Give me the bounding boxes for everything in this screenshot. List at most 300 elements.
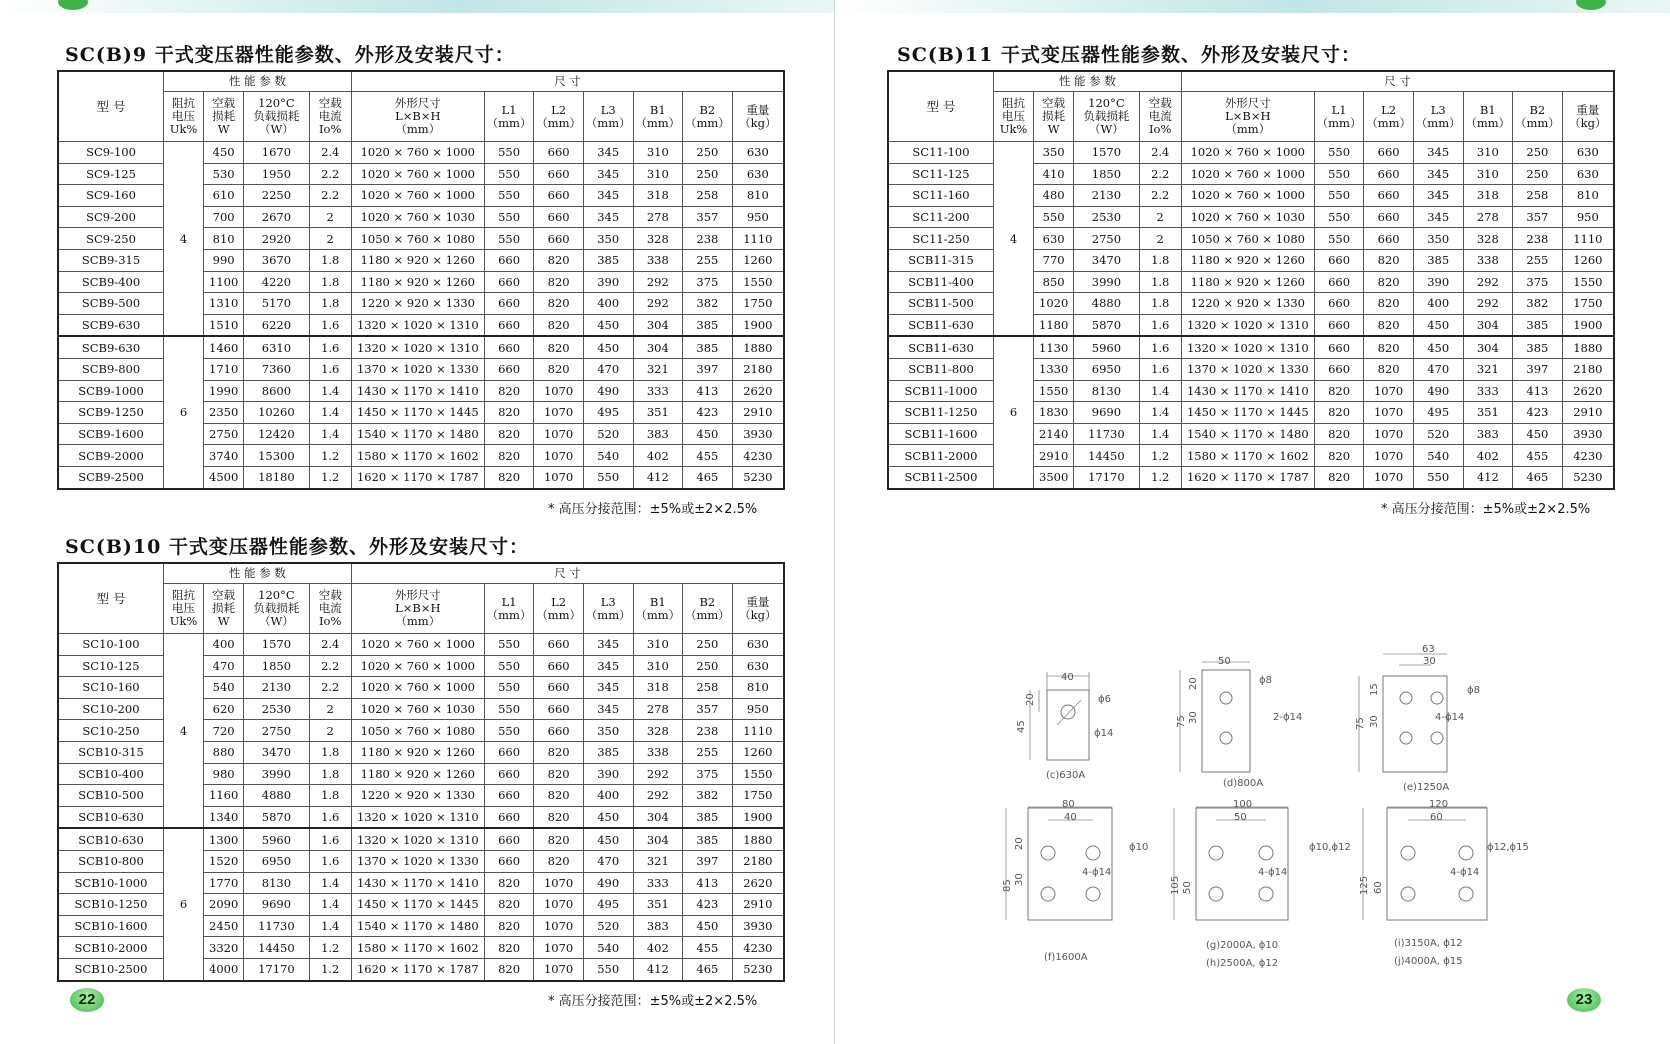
table-cell: 4230 [732, 937, 784, 959]
table-cell: 1.8 [309, 271, 351, 293]
table-cell: 1070 [534, 380, 584, 402]
model-cell: SC11-200 [888, 206, 994, 228]
table-cell: 2620 [732, 380, 784, 402]
table-cell: 550 [484, 634, 534, 656]
header-b1-line: （mm） [635, 115, 681, 130]
caption-j: (j)4000A, ϕ15 [1394, 956, 1463, 967]
table-cell: 351 [633, 402, 683, 424]
table-cell: 630 [1562, 142, 1614, 164]
header-l1-line: （mm） [486, 607, 532, 622]
dim-e-height: 75 [1355, 717, 1366, 730]
model-cell: SCB9-500 [58, 293, 164, 315]
table-cell: 820 [1364, 336, 1414, 358]
table-cell: 1460 [204, 336, 244, 358]
table-cell: 490 [583, 872, 633, 894]
table-cell: 465 [683, 466, 733, 488]
table-cell: 397 [683, 850, 733, 872]
drawing-d [1176, 656, 1302, 789]
table-cell: 345 [1413, 142, 1463, 164]
table-cell: 1850 [1074, 163, 1139, 185]
header-noload-current-line: 电流 [318, 109, 342, 123]
table-cell: 258 [683, 185, 733, 207]
header-b1-line: B1 [1479, 102, 1496, 117]
dim-f-height: 85 [1002, 879, 1013, 892]
table-cell: 1880 [1562, 336, 1614, 358]
table-cell: 720 [204, 720, 244, 742]
header-model: 型 号 [888, 71, 994, 142]
table-cell: 345 [583, 698, 633, 720]
table-cell: 820 [484, 915, 534, 937]
table-cell: 820 [484, 423, 534, 445]
table-cell: 455 [683, 937, 733, 959]
caption-d: (d)800A [1223, 778, 1264, 789]
table-cell: 630 [732, 655, 784, 677]
table-cell: 385 [583, 249, 633, 271]
table-cell: 2 [309, 720, 351, 742]
dim-f-mid: 30 [1014, 873, 1025, 886]
table-cell: 1020 × 760 × 1030 [1181, 206, 1314, 228]
dim-g-width: 100 [1233, 799, 1253, 810]
table-cell: 385 [1513, 336, 1563, 358]
label-c-phi6: ϕ6 [1098, 694, 1111, 705]
header-weight-line: 重量 [746, 102, 770, 117]
model-cell: SCB10-1250 [58, 894, 164, 916]
table-cell: 2750 [1074, 228, 1139, 250]
model-cell: SC10-250 [58, 720, 164, 742]
note-sc9: * 高压分接范围：±5%或±2×2.5% [548, 502, 758, 517]
table-cell: 1070 [1364, 423, 1414, 445]
table-cell: 550 [484, 163, 534, 185]
table-cell: 310 [633, 655, 683, 677]
table-cell: 1300 [204, 828, 244, 850]
table-cell: 3930 [732, 915, 784, 937]
table-cell: 255 [1513, 249, 1563, 271]
header-l3 [583, 92, 633, 142]
table-cell: 990 [204, 249, 244, 271]
table-cell: 310 [633, 142, 683, 164]
header-uk-line: 电压 [172, 109, 196, 123]
header-dimensions [351, 92, 484, 142]
table-cell: 550 [484, 677, 534, 699]
table-cell: 2910 [1562, 402, 1614, 424]
header-l2-line: （mm） [536, 607, 582, 622]
table-cell: 390 [1413, 271, 1463, 293]
table-cell: 2.2 [1139, 163, 1181, 185]
table-cell: 8130 [1074, 380, 1139, 402]
header-noload-current-line: 空载 [1148, 96, 1172, 110]
header-b2-line: （mm） [684, 115, 730, 130]
table-cell: 820 [1314, 423, 1364, 445]
table-cell: 321 [633, 358, 683, 380]
table-cell: 450 [204, 142, 244, 164]
table-cell: 630 [732, 634, 784, 656]
uk-group-cell: 6 [164, 828, 204, 980]
table-cell: 345 [583, 185, 633, 207]
table-cell: 338 [633, 249, 683, 271]
table-cell: 660 [484, 806, 534, 828]
table-cell: 310 [1463, 163, 1513, 185]
uk-group-cell: 4 [994, 142, 1034, 337]
table-cell: 1.2 [309, 958, 351, 980]
table-cell: 520 [583, 915, 633, 937]
table-cell: 1550 [732, 763, 784, 785]
table-cell: 345 [583, 677, 633, 699]
header-uk-line: 阻抗 [172, 588, 196, 602]
table-cell: 660 [484, 271, 534, 293]
table-cell: 385 [683, 336, 733, 358]
table-cell: 5170 [244, 293, 309, 315]
table-cell: 18180 [244, 466, 309, 488]
table-cell: 1320 × 1020 × 1310 [1181, 336, 1314, 358]
table-cell: 660 [484, 828, 534, 850]
note-sc11: * 高压分接范围：±5%或±2×2.5% [1381, 502, 1591, 517]
table-cell: 820 [534, 828, 584, 850]
table-cell: 1520 [204, 850, 244, 872]
table-cell: 2910 [732, 402, 784, 424]
table-cell: 2670 [244, 206, 309, 228]
header-dimensions [351, 584, 484, 634]
dim-g-pitch: 50 [1234, 812, 1247, 823]
table-cell: 495 [583, 402, 633, 424]
table-cell: 1990 [204, 380, 244, 402]
table-cell: 660 [484, 785, 534, 807]
table-cell: 1220 × 920 × 1330 [351, 785, 484, 807]
header-noload-loss [204, 584, 244, 634]
table-cell: 660 [534, 206, 584, 228]
header-noload-loss-line: 空载 [212, 96, 236, 110]
table-cell: 1180 × 920 × 1260 [351, 763, 484, 785]
table-cell: 820 [484, 894, 534, 916]
table-cell: 1.4 [309, 894, 351, 916]
table-cell: 820 [484, 445, 534, 467]
table-cell: 540 [583, 937, 633, 959]
dim-d-height: 75 [1176, 715, 1187, 728]
model-cell: SC11-125 [888, 163, 994, 185]
header-param-group: 性 能 参 数 [164, 71, 352, 92]
table-cell: 455 [1513, 445, 1563, 467]
table-cell: 2350 [204, 402, 244, 424]
header-load-loss-line: 120°C [258, 588, 295, 602]
table-cell: 1880 [732, 828, 784, 850]
table-cell: 820 [534, 785, 584, 807]
table-cell: 412 [1463, 466, 1513, 488]
dim-d-mid: 30 [1188, 711, 1199, 724]
table-cell: 660 [1314, 249, 1364, 271]
table-cell: 470 [204, 655, 244, 677]
model-cell: SC10-100 [58, 634, 164, 656]
table-cell: 850 [1034, 271, 1074, 293]
table-cell: 250 [683, 634, 733, 656]
header-l2-line: （mm） [536, 115, 582, 130]
dim-g-mid: 50 [1182, 881, 1193, 894]
table-cell: 1430 × 1170 × 1410 [351, 872, 484, 894]
header-l3 [583, 584, 633, 634]
table-cell: 402 [633, 445, 683, 467]
table-cell: 1.8 [309, 763, 351, 785]
table-cell: 1070 [534, 915, 584, 937]
table-cell: 1020 × 760 × 1000 [1181, 163, 1314, 185]
table-cell: 660 [484, 741, 534, 763]
table-cell: 1750 [732, 785, 784, 807]
table-cell: 402 [1463, 445, 1513, 467]
table-cell: 1180 × 920 × 1260 [1181, 271, 1314, 293]
model-cell: SCB10-1000 [58, 872, 164, 894]
header-weight [732, 584, 784, 634]
table-cell: 1620 × 1170 × 1787 [351, 958, 484, 980]
table-cell: 1070 [1364, 380, 1414, 402]
table-cell: 5870 [1074, 314, 1139, 336]
table-cell: 1050 × 760 × 1080 [1181, 228, 1314, 250]
table-cell: 1220 × 920 × 1330 [1181, 293, 1314, 315]
table-cell: 17170 [244, 958, 309, 980]
header-dimensions-line: （mm） [1225, 122, 1271, 136]
header-noload-loss [204, 92, 244, 142]
header-uk-line: Uk% [169, 614, 198, 628]
table-cell: 3990 [1074, 271, 1139, 293]
header-l3-line: （mm） [585, 115, 631, 130]
table-cell: 2 [309, 228, 351, 250]
table-cell: 660 [534, 634, 584, 656]
table-cell: 350 [1413, 228, 1463, 250]
table-cell: 11730 [1074, 423, 1139, 445]
table-cell: 8600 [244, 380, 309, 402]
table-cell: 450 [583, 806, 633, 828]
top-band [0, 0, 834, 13]
table-cell: 450 [1513, 423, 1563, 445]
table-cell: 450 [583, 314, 633, 336]
table-cell: 1550 [1562, 271, 1614, 293]
table-cell: 660 [484, 249, 534, 271]
table-cell: 820 [484, 380, 534, 402]
header-noload-loss-line: W [217, 614, 230, 628]
table-cell: 480 [1034, 185, 1074, 207]
table-cell: 4880 [244, 785, 309, 807]
table-cell: 2.4 [309, 142, 351, 164]
model-cell: SCB9-2000 [58, 445, 164, 467]
table-cell: 1830 [1034, 402, 1074, 424]
dim-f-pitch: 40 [1064, 812, 1077, 823]
header-load-loss [244, 584, 309, 634]
table-cell: 413 [1513, 380, 1563, 402]
table-cell: 820 [534, 763, 584, 785]
table-cell: 258 [683, 677, 733, 699]
header-load-loss [244, 92, 309, 142]
table-cell: 357 [683, 206, 733, 228]
model-cell: SCB10-630 [58, 806, 164, 828]
table-cell: 820 [484, 937, 534, 959]
table-cell: 1320 × 1020 × 1310 [351, 336, 484, 358]
table-cell: 304 [633, 314, 683, 336]
table-cell: 1070 [534, 937, 584, 959]
table-cell: 1180 [1034, 314, 1074, 336]
table-cell: 1570 [1074, 142, 1139, 164]
table-cell: 1070 [1364, 402, 1414, 424]
table-cell: 333 [633, 872, 683, 894]
table-row [58, 634, 784, 656]
model-cell: SC9-200 [58, 206, 164, 228]
table-cell: 1070 [534, 445, 584, 467]
model-cell: SCB9-1250 [58, 402, 164, 424]
table-cell: 820 [534, 249, 584, 271]
table-cell: 4220 [244, 271, 309, 293]
uk-group-cell: 4 [164, 142, 204, 337]
table-cell: 1.4 [1139, 380, 1181, 402]
table-cell: 410 [1034, 163, 1074, 185]
dim-i-height: 125 [1359, 875, 1370, 895]
header-uk [164, 584, 204, 634]
spec-table [57, 70, 785, 490]
header-noload-current-line: Io% [1149, 122, 1172, 136]
table-cell: 660 [534, 677, 584, 699]
dim-i-width: 120 [1429, 799, 1449, 810]
header-uk-line: Uk% [999, 122, 1028, 136]
table-cell: 490 [583, 380, 633, 402]
caption-f: (f)1600A [1044, 952, 1088, 963]
header-b2-line: （mm） [684, 607, 730, 622]
table-cell: 292 [633, 293, 683, 315]
table-cell: 1310 [204, 293, 244, 315]
header-load-loss-line: 负载损耗 [1083, 109, 1130, 123]
table-cell: 1.6 [309, 806, 351, 828]
table-cell: 385 [683, 806, 733, 828]
table-cell: 338 [1463, 249, 1513, 271]
model-cell: SC9-160 [58, 185, 164, 207]
table-cell: 1370 × 1020 × 1330 [351, 358, 484, 380]
table-cell: 4500 [204, 466, 244, 488]
model-cell: SCB9-2500 [58, 466, 164, 488]
model-cell: SCB11-1250 [888, 402, 994, 424]
header-param-group: 性 能 参 数 [994, 71, 1182, 92]
header-dimensions-line: L×B×H [1225, 109, 1271, 123]
table-cell: 3930 [732, 423, 784, 445]
table-cell: 292 [633, 271, 683, 293]
table-cell: 1550 [1034, 380, 1074, 402]
table-cell: 2 [309, 698, 351, 720]
model-cell: SCB10-2500 [58, 958, 164, 980]
table-cell: 2.2 [309, 185, 351, 207]
header-noload-loss-line: W [1047, 122, 1060, 136]
label-i-phi: ϕ12,ϕ15 [1487, 842, 1529, 853]
header-l3-line: L3 [1430, 102, 1446, 117]
caption-g: (g)2000A, ϕ10 [1206, 940, 1279, 951]
table-cell: 1070 [534, 958, 584, 980]
header-noload-current-line: 电流 [1148, 109, 1172, 123]
table-cell: 412 [633, 466, 683, 488]
label-c-phi14: ϕ14 [1094, 728, 1114, 739]
table-cell: 550 [484, 185, 534, 207]
table-cell: 383 [633, 423, 683, 445]
header-load-loss-line: （W） [258, 614, 294, 628]
table-cell: 820 [1364, 358, 1414, 380]
table-cell: 3670 [244, 249, 309, 271]
table-cell: 318 [633, 677, 683, 699]
header-uk-line: 电压 [1002, 109, 1026, 123]
table-cell: 400 [1413, 293, 1463, 315]
table-cell: 1020 × 760 × 1000 [1181, 142, 1314, 164]
table-cell: 345 [1413, 206, 1463, 228]
table-cell: 385 [683, 828, 733, 850]
table-cell: 1.2 [309, 466, 351, 488]
table-cell: 351 [1463, 402, 1513, 424]
table-cell: 375 [683, 271, 733, 293]
table-cell: 390 [583, 271, 633, 293]
table-cell: 660 [484, 763, 534, 785]
title-sc9: SC(B)9 干式变压器性能参数、外形及安装尺寸： [65, 44, 515, 66]
model-cell: SCB11-315 [888, 249, 994, 271]
table-cell: 810 [732, 677, 784, 699]
model-cell: SCB10-800 [58, 850, 164, 872]
model-cell: SCB9-630 [58, 314, 164, 336]
table-cell: 630 [1562, 163, 1614, 185]
table-cell: 255 [683, 741, 733, 763]
table-cell: 1900 [732, 806, 784, 828]
table-cell: 278 [1463, 206, 1513, 228]
table-cell: 357 [683, 698, 733, 720]
note-sc10: * 高压分接范围：±5%或±2×2.5% [548, 994, 758, 1009]
header-model: 型 号 [58, 71, 164, 142]
table-cell: 1020 × 760 × 1000 [351, 185, 484, 207]
table-cell: 14450 [244, 937, 309, 959]
header-noload-current [309, 584, 351, 634]
header-b2 [683, 584, 733, 634]
table-cell: 310 [633, 163, 683, 185]
table-cell: 1620 × 1170 × 1787 [351, 466, 484, 488]
table-cell: 400 [583, 785, 633, 807]
table-cell: 550 [1314, 163, 1364, 185]
table-cell: 950 [1562, 206, 1614, 228]
table-cell: 1770 [204, 872, 244, 894]
table-cell: 1050 × 760 × 1080 [351, 228, 484, 250]
table-cell: 278 [633, 206, 683, 228]
table-cell: 4230 [1562, 445, 1614, 467]
model-cell: SCB9-400 [58, 271, 164, 293]
table-cell: 5960 [244, 828, 309, 850]
header-uk [164, 92, 204, 142]
table-cell: 345 [1413, 185, 1463, 207]
model-cell: SCB11-1600 [888, 423, 994, 445]
table-cell: 2.4 [1139, 142, 1181, 164]
model-cell: SC10-200 [58, 698, 164, 720]
table-cell: 423 [683, 402, 733, 424]
table-cell: 1.2 [1139, 445, 1181, 467]
table-cell: 328 [1463, 228, 1513, 250]
table-cell: 2130 [1074, 185, 1139, 207]
table-cell: 1370 × 1020 × 1330 [351, 850, 484, 872]
table-cell: 385 [1513, 314, 1563, 336]
model-cell: SCB9-800 [58, 358, 164, 380]
table-cell: 1450 × 1170 × 1445 [1181, 402, 1314, 424]
table-cell: 2530 [1074, 206, 1139, 228]
header-l1-line: （mm） [486, 115, 532, 130]
model-cell: SCB9-1600 [58, 423, 164, 445]
model-cell: SCB9-315 [58, 249, 164, 271]
header-noload-loss-line: 损耗 [1042, 109, 1066, 123]
table-cell: 2910 [732, 894, 784, 916]
table-cell: 1900 [732, 314, 784, 336]
table-cell: 402 [633, 937, 683, 959]
table-cell: 4230 [732, 445, 784, 467]
header-noload-current-line: 电流 [318, 601, 342, 615]
table-cell: 345 [583, 634, 633, 656]
table-cell: 304 [1463, 336, 1513, 358]
table-cell: 1670 [244, 142, 309, 164]
table-cell: 1.2 [309, 445, 351, 467]
table-cell: 465 [683, 958, 733, 980]
table-cell: 550 [484, 206, 534, 228]
table-cell: 2620 [732, 872, 784, 894]
table-cell: 5230 [732, 466, 784, 488]
table-cell: 1.2 [1139, 466, 1181, 488]
